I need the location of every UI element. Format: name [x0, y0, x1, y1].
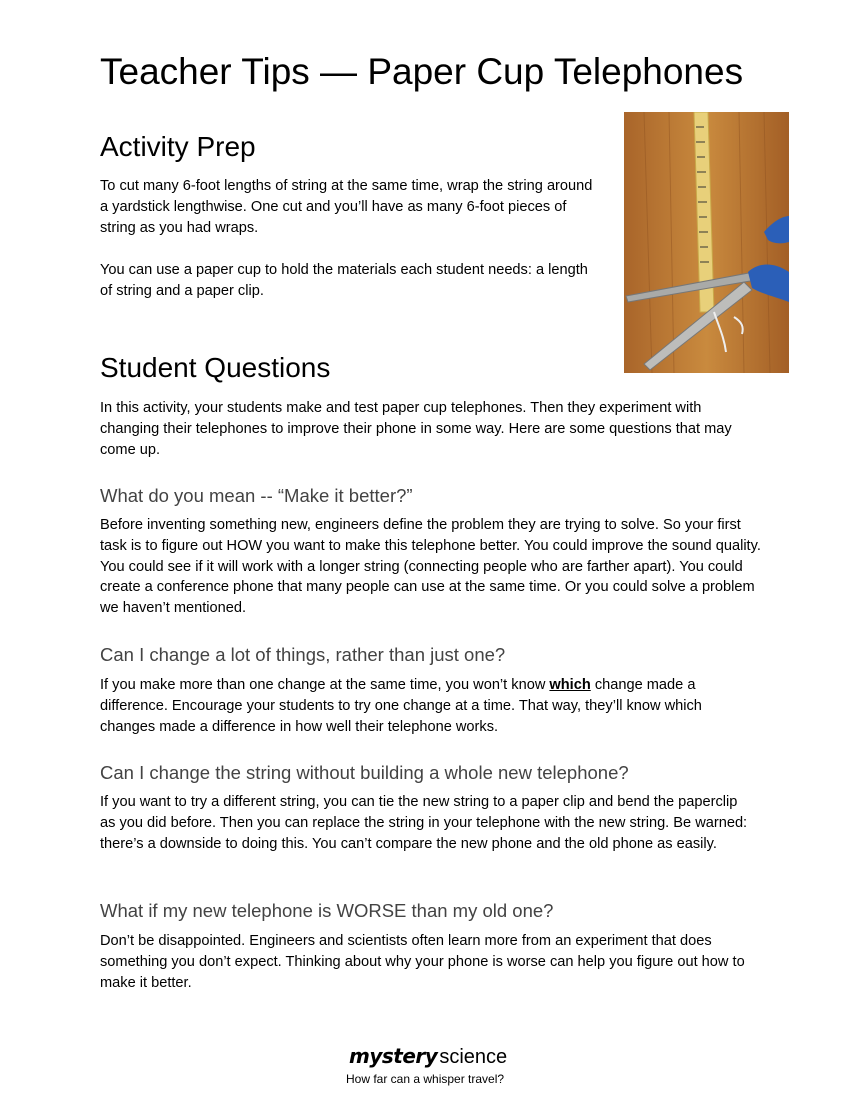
mystery-science-logo [349, 1044, 507, 1072]
yardstick-scissors-photo [624, 112, 789, 373]
question-heading: What if my new telephone is WORSE than my old one? [100, 900, 554, 921]
question-heading: What do you mean -- “Make it better?” [100, 485, 413, 506]
logo-word-science: science [439, 1046, 508, 1068]
student-questions-intro: In this activity, your students make and test paper cup telephones. Then they experiment with changing their telephones to improve their phone in some way. Here are some questions that may come up. [100, 400, 732, 458]
question-answer: If you make more than one change at the same time, you won’t know which change made a difference. Encourage your students to try one change at a time. That way, they’ll know which changes made a difference in how well their telephone works. [100, 677, 702, 735]
question-answer: Don’t be disappointed. Engineers and scientists often learn more from an experiment that does something you don’t expect. Thinking about why your phone is worse can help you figure out how to make it better. [100, 933, 745, 991]
activity-prep-paragraph-2: You can use a paper cup to hold the materials each student needs: a length of string and a paper clip. [100, 262, 588, 299]
question-heading: Can I change a lot of things, rather than just one? [100, 644, 506, 665]
page-title: Teacher Tips — Paper Cup Telephones [100, 51, 744, 92]
activity-prep-heading: Activity Prep [100, 131, 256, 162]
activity-prep-paragraph-1: To cut many 6-foot lengths of string at the same time, wrap the string around a yardstick lengthwise. One cut and you’ll have as many 6-foot pieces of string as you had wraps. [100, 178, 593, 236]
question-answer: If you want to try a different string, you can tie the new string to a paper clip and bend the paperclip as you did before. Then you can replace the string in your telephone with the new string. Be warned: there’s a downside to doing this. You can’t compare the new phone and the old phone as easily. [100, 794, 748, 852]
question-heading: Can I change the string without building a whole new telephone? [100, 762, 629, 783]
emphasis-which: which [549, 677, 591, 693]
student-questions-heading: Student Questions [100, 352, 331, 383]
logo-word-mystery: mystery [349, 1044, 438, 1068]
footer-tagline: How far can a whisper travel? [346, 1072, 505, 1086]
question-answer: Before inventing something new, engineers define the problem they are trying to solve. So your first task is to figure out HOW you want to make this telephone better. You could improve the sound quality. You could see if it will work with a longer string (connecting people who are farther apart). You could create a conference phone that many people can use at the same time. Or you could solve a problem we haven’t mentioned. [100, 517, 761, 617]
